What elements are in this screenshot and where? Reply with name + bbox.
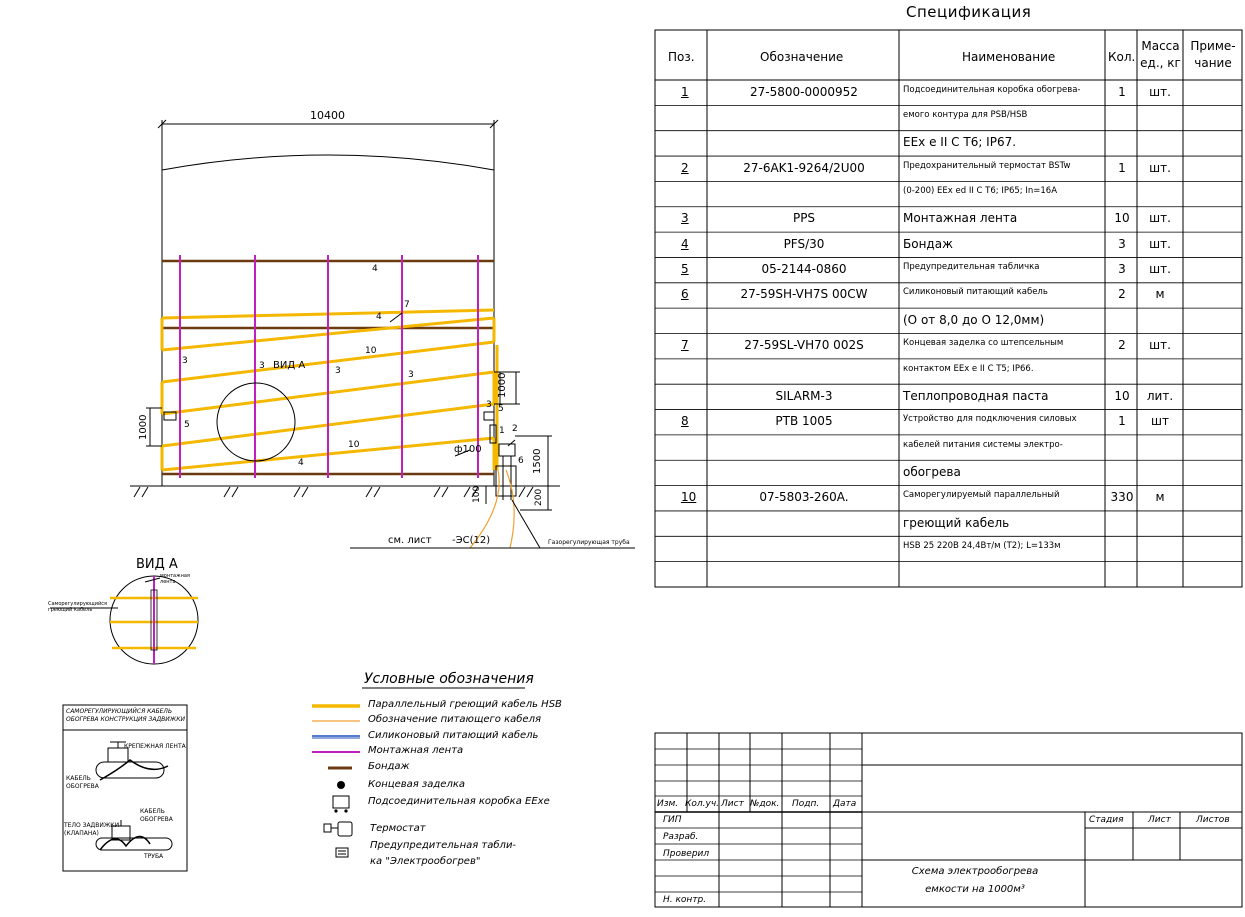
callout-10: 10: [365, 346, 377, 356]
tb-name-1: Схема электрообогрева: [911, 866, 1039, 877]
callout-3: 3: [259, 361, 265, 371]
spec-cell-unit: м: [1155, 490, 1165, 505]
spec-cell-pos: 3: [681, 211, 689, 226]
callout-4: 4: [376, 312, 382, 322]
spec-cell-qty: 1: [1118, 160, 1126, 175]
spec-header-name: Наименование: [962, 50, 1056, 64]
dim-200: 200: [534, 488, 544, 506]
spec-cell-name: Концевая заделка со штепсельным: [903, 338, 1064, 349]
spec-title: Спецификация: [906, 3, 1032, 21]
spec-cell-pos: 5: [681, 262, 689, 277]
spec-cell-unit: шт.: [1149, 160, 1171, 175]
spec-cell-qty: 3: [1118, 262, 1126, 277]
callout-3: 3: [486, 400, 492, 410]
tb-ndok: №док.: [750, 799, 780, 809]
spec-cell-unit: шт.: [1149, 338, 1171, 353]
spec-cell-qty: 10: [1114, 388, 1130, 403]
spec-cell-pos: 1: [681, 84, 689, 99]
detail-label-cable: КАБЕЛЬ ОБОГРЕВА: [66, 775, 99, 790]
dim-width-label: 10400: [310, 109, 345, 122]
spec-cell-name: (О от 8,0 до О 12,0мм): [903, 312, 1045, 327]
tb-podp: Подп.: [792, 799, 820, 809]
spec-header-qty: Кол.: [1108, 50, 1136, 64]
spec-cell-code: PTB 1005: [775, 414, 833, 429]
pipe-diameter-label: ф100: [454, 444, 482, 455]
tb-razrab: Разраб.: [663, 832, 699, 842]
spec-header-code: Обозначение: [760, 50, 844, 64]
detail-title: САМОРЕГУЛИРУЮЩИЙСЯ КАБЕЛЬ ОБОГРЕВА КОНСТРУКЦИЯ ЗАДВИЖКИ: [66, 708, 186, 723]
view-a-detail: [50, 576, 198, 664]
spec-cell-qty: 10: [1114, 211, 1130, 226]
detail-label-cable-2: КАБЕЛЬ ОБОГРЕВА: [140, 808, 173, 823]
detail-label-valve: ТЕЛО ЗАДВИЖКИ (КЛАПАНА): [64, 822, 120, 837]
spec-cell-name: кабелей питания системы электро-: [903, 439, 1063, 450]
spec-cell-code: 27-59SL-VH70 002S: [744, 338, 864, 353]
spec-cell-qty: 3: [1118, 236, 1126, 251]
view-a-marker: ВИД А: [273, 360, 306, 371]
callout-2: 2: [512, 424, 518, 434]
callout-7: 7: [404, 300, 410, 310]
legend-item: Термостат: [370, 823, 426, 834]
sheet-ref: -ЭС(12): [452, 535, 491, 546]
tb-gip: ГИП: [663, 815, 682, 825]
legend-item: Концевая заделка: [368, 779, 466, 790]
spec-cell-name: Предохранительный термостат BSTw: [903, 160, 1071, 171]
legend-item: Подсоединительная коробка EExe: [368, 796, 550, 807]
legend-item: ка "Электрообогрев": [370, 856, 481, 867]
sheet-ref-prefix: см. лист: [388, 535, 432, 546]
detail-label-pipe: ТРУБА: [144, 853, 164, 860]
spec-cell-name: Бондаж: [903, 236, 953, 251]
spec-cell-code: PFS/30: [783, 236, 825, 251]
callout-5: 5: [498, 404, 504, 414]
tank-drawing: [130, 120, 635, 548]
spec-cell-name: EEx e II C T6; IP67.: [903, 135, 1017, 150]
spec-cell-pos: 4: [681, 236, 689, 251]
spec-cell-unit: шт.: [1149, 262, 1171, 277]
spec-header-note: Приме-чание: [1190, 39, 1236, 70]
tb-stadiya: Стадия: [1089, 815, 1124, 825]
spec-cell-pos: 2: [681, 160, 689, 175]
callout-5: 5: [184, 420, 190, 430]
spec-cell-pos: 10: [681, 490, 697, 505]
spec-cell-code: 07-5803-260A.: [759, 490, 849, 505]
tb-list-h: Лист: [721, 799, 744, 809]
tb-izm: Изм.: [657, 799, 679, 809]
spec-cell-pos: 8: [681, 414, 689, 429]
tb-name-2: емкости на 1000м³: [925, 884, 1025, 895]
spec-cell-name: Силиконовый питающий кабель: [903, 287, 1048, 298]
spec-cell-unit: шт.: [1149, 84, 1171, 99]
spec-cell-name: HSB 25 220В 24,4Вт/м (Т2); L=133м: [903, 540, 1061, 551]
legend-item: Предупредительная табли-: [370, 840, 517, 851]
dim-1000-right: 1000: [497, 372, 508, 398]
legend-item: Монтажная лента: [368, 745, 464, 756]
callout-1: 1: [499, 426, 505, 436]
spec-cell-code: 27-5800-0000952: [750, 84, 858, 99]
legend-title: Условные обозначения: [364, 671, 534, 687]
spec-cell-name: греющий кабель: [903, 515, 1010, 530]
gas-pipe-label: Газорегулирующая труба: [548, 539, 630, 546]
spec-cell-qty: 1: [1118, 414, 1126, 429]
spec-cell-pos: 7: [681, 338, 689, 353]
callout-6: 6: [518, 456, 524, 466]
view-a-label-tape: монтажная лента: [160, 573, 190, 585]
spec-cell-qty: 1: [1118, 84, 1126, 99]
spec-cell-name: емого контура для PSB/HSB: [903, 110, 1028, 121]
spec-cell-name: Предупредительная табличка: [903, 262, 1040, 273]
spec-cell-code: 27-59SH-VH7S 00CW: [740, 287, 868, 302]
view-a-title: ВИД А: [136, 557, 178, 572]
spec-cell-name: контактом EEx e II C T5; IP66.: [903, 363, 1034, 374]
spec-cell-code: 27-6AK1-9264/2U00: [743, 160, 865, 175]
spec-header-pos: Поз.: [668, 50, 695, 64]
callout-10: 10: [348, 440, 360, 450]
spec-cell-name: (0-200) EEx ed II C T6; IP65; In=16A: [903, 186, 1058, 197]
spec-cell-qty: 330: [1110, 490, 1134, 505]
spec-cell-unit: шт: [1151, 414, 1169, 429]
spec-cell-pos: 6: [681, 287, 689, 302]
spec-cell-qty: 2: [1118, 287, 1126, 302]
tb-nkontr: Н. контр.: [663, 895, 707, 905]
legend-item: Обозначение питающего кабеля: [368, 714, 541, 725]
spec-cell-code: PPS: [792, 211, 816, 226]
spec-cell-name: Устройство для подключения силовых: [903, 414, 1077, 425]
spec-cell-unit: м: [1155, 287, 1165, 302]
spec-cell-unit: лит.: [1146, 388, 1174, 403]
spec-cell-code: SILARM-3: [775, 388, 833, 403]
tb-listov: Листов: [1196, 815, 1230, 825]
tb-kol: Кол.уч.: [685, 799, 720, 809]
callout-3: 3: [408, 370, 414, 380]
legend-item: Бондаж: [368, 761, 410, 772]
tb-data: Дата: [833, 799, 857, 809]
detail-label-tape: КРЕПЕЖНАЯ ЛЕНТА: [124, 743, 186, 750]
dim-100: 100: [472, 485, 482, 503]
dim-1500: 1500: [532, 448, 543, 474]
callout-4: 4: [372, 264, 378, 274]
spec-cell-name: Подсоединительная коробка обогрева-: [903, 84, 1081, 95]
callout-3: 3: [182, 356, 188, 366]
legend-item: Параллельный греющий кабель HSB: [368, 699, 562, 710]
spec-cell-unit: шт.: [1149, 236, 1171, 251]
spec-cell-name: Теплопроводная паста: [903, 388, 1049, 403]
spec-cell-qty: 2: [1118, 338, 1126, 353]
dim-1000-left: 1000: [138, 414, 149, 440]
spec-cell-unit: шт.: [1149, 211, 1171, 226]
spec-cell-code: 05-2144-0860: [761, 262, 847, 277]
spec-header-mass: Масса ед., кг: [1140, 39, 1181, 70]
spec-cell-name: обогрева: [903, 464, 961, 479]
view-a-label-cable: Саморегулирующийся греющий кабель: [48, 601, 107, 613]
callout-4: 4: [298, 458, 304, 468]
tb-list: Лист: [1148, 815, 1171, 825]
callout-3: 3: [335, 366, 341, 376]
legend-item: Силиконовый питающий кабель: [368, 730, 539, 741]
spec-cell-name: Монтажная лента: [903, 211, 1018, 226]
tb-proveril: Проверил: [663, 849, 710, 859]
spec-cell-name: Саморегулируемый параллельный: [903, 490, 1060, 501]
